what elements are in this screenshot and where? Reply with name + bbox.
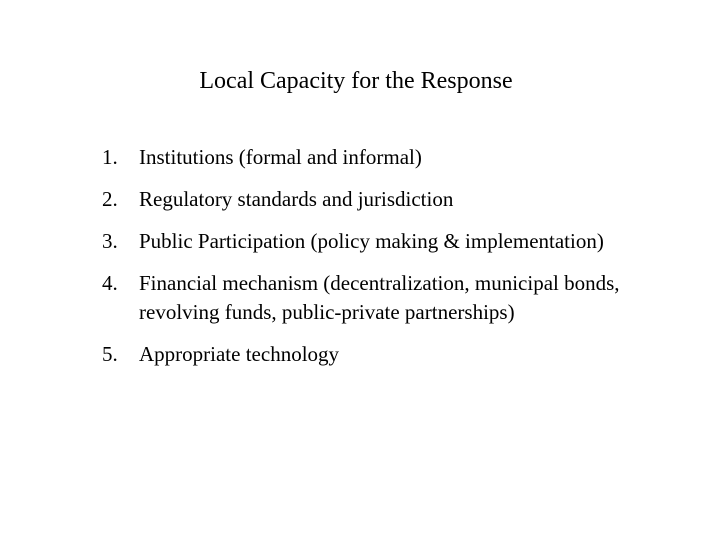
- list-item-text: Institutions (formal and informal): [139, 145, 422, 169]
- list-item-text: Appropriate technology: [139, 342, 340, 366]
- list-item: [102, 143, 662, 172]
- list-item-number: 4.: [102, 271, 118, 295]
- list-item-number: 1.: [102, 145, 118, 169]
- numbered-list: [102, 143, 662, 369]
- list-item-text: Regulatory standards and jurisdiction: [139, 187, 454, 211]
- list-item-text: Public Participation (policy making & implementation): [139, 229, 604, 253]
- list-item: [102, 340, 662, 369]
- list-item: [102, 269, 662, 327]
- list-item-number: 3.: [102, 229, 118, 253]
- list-item: [102, 227, 662, 256]
- list-item-number: 2.: [102, 187, 118, 211]
- list-item-number: 5.: [102, 342, 118, 366]
- list-item-text: Financial mechanism (decentralization, municipal bonds, revolving funds, public-private partnerships): [139, 271, 620, 324]
- slide-title: Local Capacity for the Response: [199, 68, 513, 94]
- list-item: [102, 185, 662, 214]
